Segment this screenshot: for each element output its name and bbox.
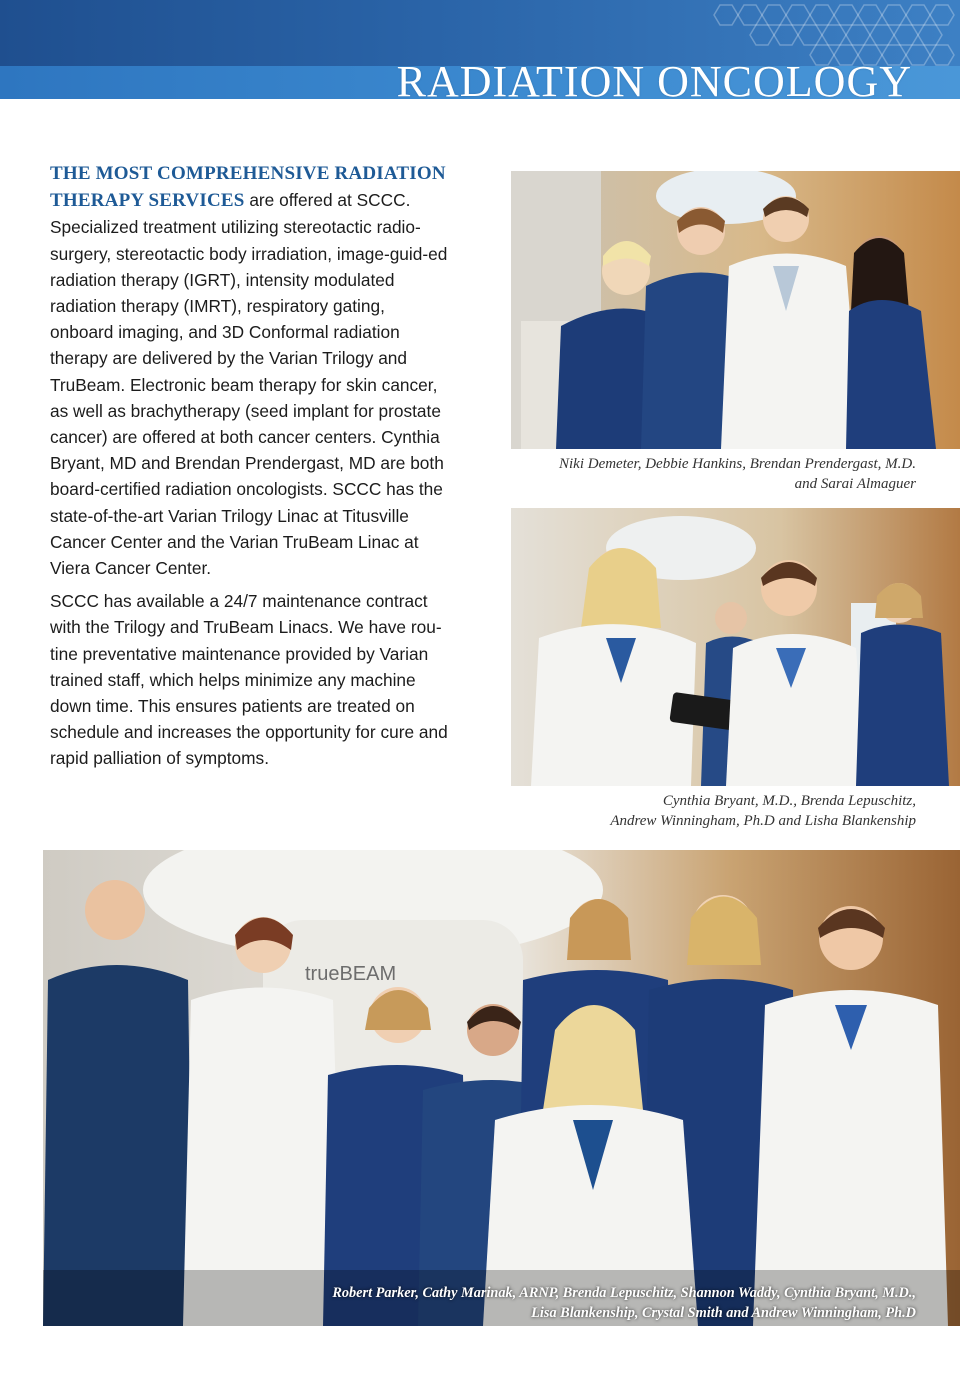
photo-team-2 <box>511 508 960 786</box>
caption-line: Lisa Blankenship, Crystal Smith and Andrew Winningham, Ph.D <box>531 1305 916 1321</box>
photo-team-group <box>43 850 960 1326</box>
paragraph-2: SCCC has available a 24/7 maintenance contract with the Trilogy and TruBeam Linacs. We have rou-tine preventative maintenance provided by Varian trained staff, which helps minimize any machine down time. This ensures patients are treated on schedule and increases the opportunity for cure and rapid palliation of symptoms. <box>50 591 448 769</box>
caption-line: Cynthia Bryant, M.D., Brenda Lepuschitz, <box>662 793 916 809</box>
page-title: RADIATION ONCOLOGY <box>396 57 912 106</box>
photo-2-caption <box>496 791 916 831</box>
machine-label: trueBEAM <box>305 963 397 985</box>
lead-paragraph <box>50 160 450 581</box>
caption-line: and Sarai Almaguer <box>794 476 916 492</box>
photo-3-caption <box>276 1283 916 1323</box>
photo-1-caption <box>496 454 916 494</box>
paragraph-1: Specialized treatment utilizing stereotactic radio-surgery, stereotactic body irradiation, image-guid-ed radiation therapy (IGRT), intensity modulated radiation therapy (IMRT), respiratory gating, onboard imaging, and 3D Conformal radiation therapy are delivered by the Varian Trilogy and TruBeam. Electronic beam therapy for skin cancer, as well as brachytherapy (seed implant for prostate cancer) are offered at both cancer centers. Cynthia Bryant, MD and Brendan Prendergast, MD are both board-certified radiation oncologists. SCCC has the state-of-the-art Varian Trilogy Linac at Titusville Cancer Center and the Varian TruBeam Linac at Viera Cancer Center. <box>50 217 448 579</box>
photo-team-1 <box>511 171 960 449</box>
caption-line: Robert Parker, Cathy Marinak, ARNP, Brenda Lepuschitz, Shannon Waddy, Cynthia Bryant, M.D., <box>332 1285 916 1301</box>
lead-rest: are offered at SCCC. <box>244 190 411 211</box>
lead-heading: THE MOST COMPREHENSIVE RADIATION THERAPY SERVICES <box>50 163 446 212</box>
caption-line: Andrew Winningham, Ph.D and Lisha Blankenship <box>610 813 916 829</box>
article-body <box>50 160 450 779</box>
caption-line: Niki Demeter, Debbie Hankins, Brendan Prendergast, M.D. <box>558 456 916 472</box>
